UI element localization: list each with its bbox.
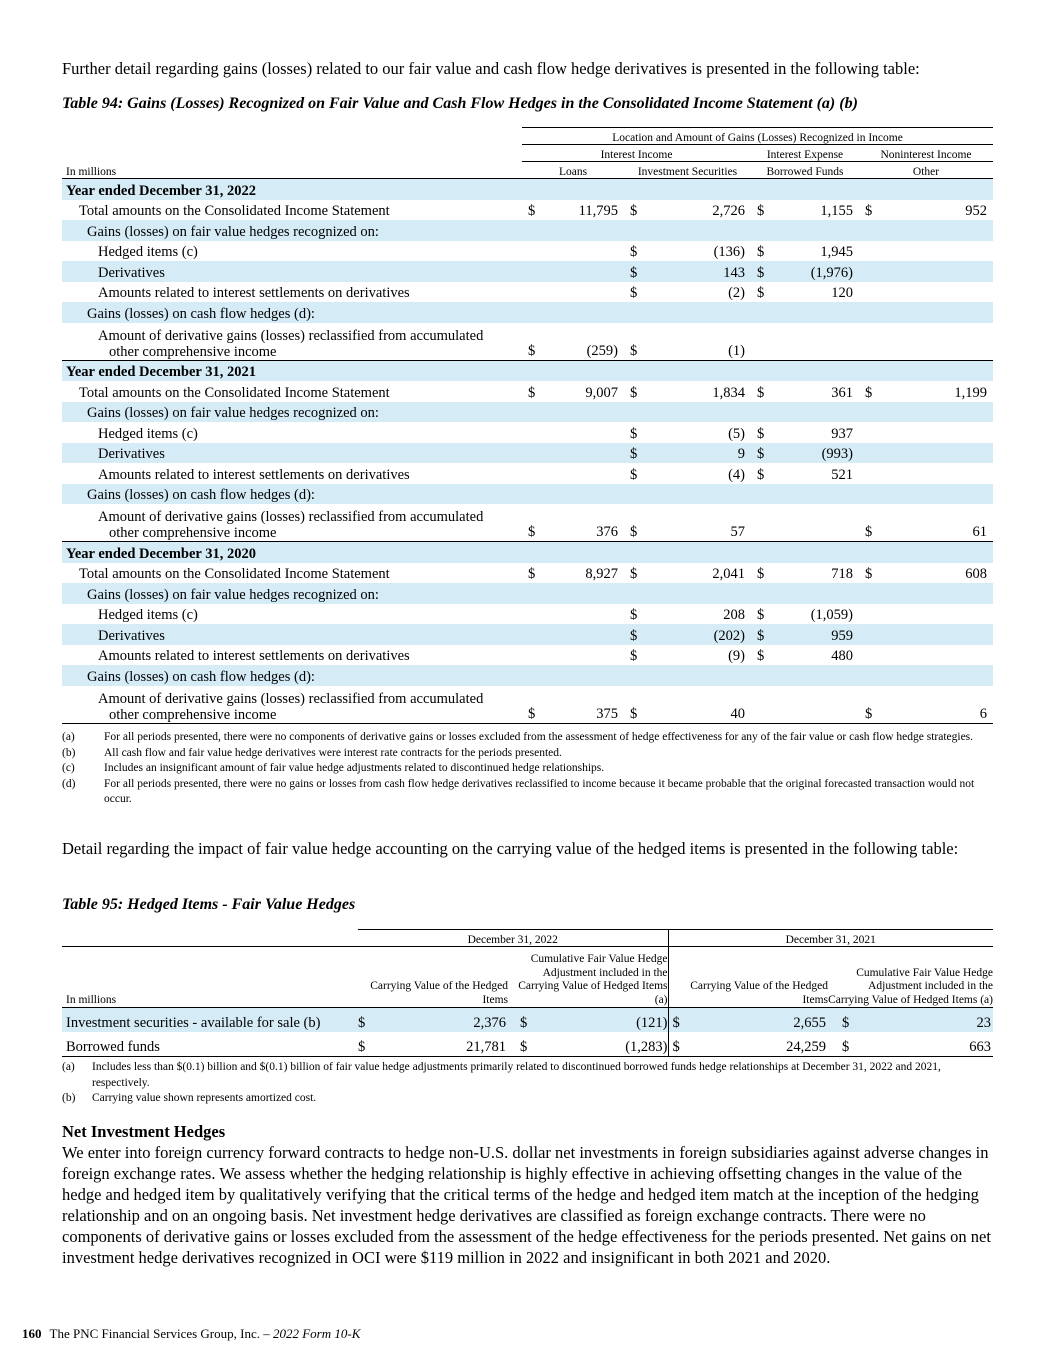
amount: (259) [586,342,618,359]
amount: 937 [831,425,853,442]
value-cell [751,563,859,584]
header-other: Other [859,162,993,179]
value-cell [624,381,751,402]
header-carrying-2021: Carrying Value of the Hedged Items [668,947,828,1008]
footnote-95-a: (a) Includes less than $(0.1) billion and $(0.1) billion of fair value hedge adjustments primarily related to discontinued borrowed funds hedge relationships at December 31, 2022 and 2021, respectively. [62,1061,941,1089]
row-label: Amount of derivative gains (losses) reclassified from accumulated other comprehensive income [62,323,522,361]
header-interest-expense: Interest Expense [751,145,859,162]
currency-symbol: $ [528,203,536,219]
value-cell [522,381,624,402]
amount: 40 [730,705,745,722]
table-94-body [62,179,993,724]
currency-symbol: $ [630,607,638,623]
footnote-a: (a) For all periods presented, there were no components of derivative gains or losses excluded from the assessment of hedge effectiveness for any of the fair value or cash flow hedge strategies. [62,731,974,743]
amount: 1,945 [820,244,853,260]
currency-symbol: $ [528,342,536,359]
footer-company: The PNC Financial Services Group, Inc. – [49,1326,270,1341]
footnote-95-b: (b) Carrying value shown represents amortized cost. [62,1092,317,1104]
header-cumulative-2022: Cumulative Fair Value Hedge Adjustment included in the Carrying Value of Hedged Items (a) [508,947,668,1008]
value-cell [751,422,859,443]
table-95-caption: Table 95: Hedged Items - Fair Value Hedges [62,896,356,913]
value-cell [624,323,751,361]
value-cell [624,200,751,221]
value-cell [751,443,859,464]
amount: 2,041 [712,566,745,582]
currency-symbol: $ [630,566,638,582]
value-cell [522,323,624,361]
currency-symbol: $ [865,203,873,219]
row-label: Hedged items (c) [98,244,198,260]
table-row [62,261,993,282]
amount: 61 [972,524,987,540]
value-cell [859,563,993,584]
currency-symbol: $ [630,203,638,219]
row-label: Derivatives [98,264,165,281]
table-row [62,241,993,262]
header-location: Location and Amount of Gains (Losses) Recognized in Income [522,128,993,145]
amount: 120 [831,285,853,301]
amount: 952 [965,203,987,219]
value-cell [751,241,859,262]
table-row [62,422,993,443]
currency-symbol: $ [630,342,638,359]
amount: 1,155 [820,203,853,219]
table-row [62,624,993,645]
table-row [62,665,993,686]
currency-symbol: $ [865,384,873,401]
year-heading-row [62,360,993,381]
row-label: Amounts related to interest settlements on derivatives [98,648,410,664]
amount: 375 [596,705,618,722]
value-cell [859,504,993,542]
amount: (136) [713,244,745,260]
table-row [62,443,993,464]
table-row [62,323,993,361]
net-investment-heading: Net Investment Hedges [62,1122,226,1141]
currency-symbol: $ [757,648,765,664]
amount: 959 [831,627,853,644]
footer-form: 2022 Form 10-K [272,1326,361,1341]
table-row [62,282,993,303]
amount: (2) [728,285,745,301]
table-row [62,402,993,423]
currency-symbol: $ [757,384,765,401]
row-label: Amount of derivative gains (losses) reclassified from accumulated other comprehensive income [62,504,522,542]
table-row [62,604,993,625]
amount: 11,795 [578,203,618,219]
currency-symbol: $ [865,524,873,540]
table-row [62,583,993,604]
currency-symbol: $ [865,705,873,722]
amount: 57 [730,524,745,540]
table-row [62,463,993,484]
year-heading: Year ended December 31, 2021 [62,360,993,381]
value-cell [624,563,751,584]
currency-symbol: $ [757,264,765,281]
value-cell [624,686,751,724]
row-label: Amount of derivative gains (losses) reclassified from accumulated other comprehensive income [62,686,522,724]
amount: 361 [831,384,853,401]
amount: (9) [728,648,745,664]
year-heading-row [62,179,993,200]
value-cell [624,261,751,282]
year-heading: Year ended December 31, 2022 [66,182,256,199]
value-cell [522,200,624,221]
row-label: Gains (losses) on cash flow hedges (d): [87,668,315,685]
row-label: Derivatives [98,446,165,462]
header-period-2022: December 31, 2022 [358,930,668,947]
table-row [62,563,993,584]
row-label: Gains (losses) on fair value hedges recognized on: [87,405,379,421]
net-investment-body: We enter into foreign currency forward contracts to hedge non-U.S. dollar net investments in foreign subsidiaries against adverse changes in foreign exchange rates. We assess whether the hedging relationship is highly effective in achieving offsetting changes in the value of the hedge and hedged item by qualitatively verifying that the critical terms of the hedge and hedged item match at the inception of the hedging relationship and on an ongoing basis. Net investment hedge derivatives are classified as foreign exchange contracts. There were no components of derivative gains or losses excluded from the assessment of the hedge effectiveness for the periods presented. Net gains on net investment hedge derivatives recognized in OCI were $119 million in 2022 and insignificant in both 2021 and 2020. [62,1143,991,1267]
table-row [62,484,993,505]
value-cell [522,504,624,542]
table-row [62,302,993,323]
table-row [62,686,993,724]
header-in-millions: In millions [62,162,522,179]
table-row: Borrowed funds $ 21,781 $ (1,283) $ 24,259 $ 663 [62,1032,993,1057]
currency-symbol: $ [630,244,638,260]
currency-symbol: $ [757,466,765,483]
currency-symbol: $ [757,446,765,462]
value-cell [751,645,859,666]
row-label: Total amounts on the Consolidated Income Statement [79,384,390,401]
currency-symbol: $ [865,566,873,582]
table-94 [62,127,993,724]
header-carrying-2022: Carrying Value of the Hedged Items [358,947,508,1008]
table-94-caption: Table 94: Gains (Losses) Recognized on Fair Value and Cash Flow Hedges in the Consolidated Income Statement (a) (b) [62,95,858,112]
row-label: Amounts related to interest settlements on derivatives [98,466,410,483]
currency-symbol: $ [630,384,638,401]
table-95 [62,929,993,1057]
value-cell [624,443,751,464]
year-heading: Year ended December 31, 2020 [62,542,993,563]
amount: 143 [723,264,745,281]
amount: 1,199 [954,384,987,401]
footnote-d: (d) For all periods presented, there were no gains or losses from cash flow hedge derivatives reclassified to income because it became probable that the original forecasted transaction would not occur. [62,777,975,805]
table-95-footnotes [62,1060,993,1107]
header-in-millions-95: In millions [62,947,358,1008]
row-label: Total amounts on the Consolidated Income Statement [79,566,390,582]
value-cell [522,686,624,724]
intro-text: Further detail regarding gains (losses) related to our fair value and cash flow hedge derivatives is presented in the following table: [62,59,920,78]
row-label: Total amounts on the Consolidated Income Statement [79,203,390,219]
value-cell [751,261,859,282]
currency-symbol: $ [630,264,638,281]
header-cumulative-2021: Cumulative Fair Value Hedge Adjustment included in the Carrying Value of Hedged Items (a) [828,947,993,1008]
currency-symbol: $ [757,244,765,260]
row-label: Gains (losses) on cash flow hedges (d): [87,487,315,503]
amount: 9,007 [585,384,618,401]
table-row [62,504,993,542]
amount: 521 [831,466,853,483]
row-label: Hedged items (c) [98,425,198,442]
amount: 2,726 [712,203,745,219]
currency-symbol: $ [630,648,638,664]
value-cell [751,282,859,303]
amount: (1) [728,342,745,359]
currency-symbol: $ [528,524,536,540]
amount: (202) [713,627,745,644]
row-label: Gains (losses) on cash flow hedges (d): [87,305,315,322]
header-loans: Loans [522,162,624,179]
currency-symbol: $ [630,524,638,540]
currency-symbol: $ [630,285,638,301]
value-cell [751,463,859,484]
table-94-footnotes [62,730,993,808]
table-row [62,200,993,221]
amount: 208 [723,607,745,623]
table-row: Investment securities - available for sale (b) $ 2,376 $ (121) $ 2,655 $ 23 [62,1008,993,1033]
currency-symbol: $ [757,425,765,442]
amount: 6 [979,705,987,722]
value-cell [859,200,993,221]
value-cell [751,604,859,625]
footnote-b: (b) All cash flow and fair value hedge derivatives were interest rate contracts for the periods presented. [62,746,562,759]
header-investment-securities: Investment Securities [624,162,751,179]
value-cell [751,200,859,221]
amount: 480 [831,648,853,664]
header-interest-income: Interest Income [522,145,751,162]
header-borrowed-funds: Borrowed Funds [751,162,859,179]
value-cell [859,381,993,402]
row-label: Amounts related to interest settlements on derivatives [98,285,410,301]
amount: 376 [596,524,618,540]
amount: (993) [821,446,853,462]
amount: (1,976) [810,264,853,281]
amount: (4) [728,466,745,483]
page-number: 160 [22,1326,42,1341]
value-cell [624,645,751,666]
value-cell [751,624,859,645]
currency-symbol: $ [630,466,638,483]
amount: 9 [737,446,745,462]
value-cell [624,241,751,262]
table-95-intro: Detail regarding the impact of fair value hedge accounting on the carrying value of the hedged items is presented in the following table: [62,839,959,858]
amount: 718 [831,566,853,582]
amount: (5) [728,425,745,442]
currency-symbol: $ [757,566,765,582]
value-cell [624,504,751,542]
amount: 1,834 [712,384,745,401]
header-noninterest-income: Noninterest Income [859,145,993,162]
value-cell [624,624,751,645]
value-cell [624,604,751,625]
currency-symbol: $ [630,627,638,644]
currency-symbol: $ [630,425,638,442]
row-label: Derivatives [98,627,165,644]
value-cell [522,563,624,584]
currency-symbol: $ [757,607,765,623]
table-row [62,220,993,241]
row-label: Gains (losses) on fair value hedges recognized on: [87,223,379,240]
currency-symbol: $ [528,384,536,401]
amount: 608 [965,566,987,582]
currency-symbol: $ [757,203,765,219]
amount: (1,059) [810,607,853,623]
header-period-2021: December 31, 2021 [668,930,993,947]
year-heading-row [62,542,993,563]
table-row [62,381,993,402]
row-label: Gains (losses) on fair value hedges recognized on: [87,586,379,603]
table-row [62,645,993,666]
footnote-c: (c) Includes an insignificant amount of fair value hedge adjustments related to discontinued hedge relationships. [62,762,605,774]
value-cell [859,686,993,724]
currency-symbol: $ [528,566,536,582]
amount: 8,927 [585,566,618,582]
value-cell [624,422,751,443]
currency-symbol: $ [757,627,765,644]
row-label: Hedged items (c) [98,607,198,623]
value-cell [751,381,859,402]
currency-symbol: $ [630,446,638,462]
currency-symbol: $ [528,705,536,722]
currency-symbol: $ [630,705,638,722]
currency-symbol: $ [757,285,765,301]
value-cell [624,282,751,303]
page-footer [22,1326,360,1342]
value-cell [624,463,751,484]
